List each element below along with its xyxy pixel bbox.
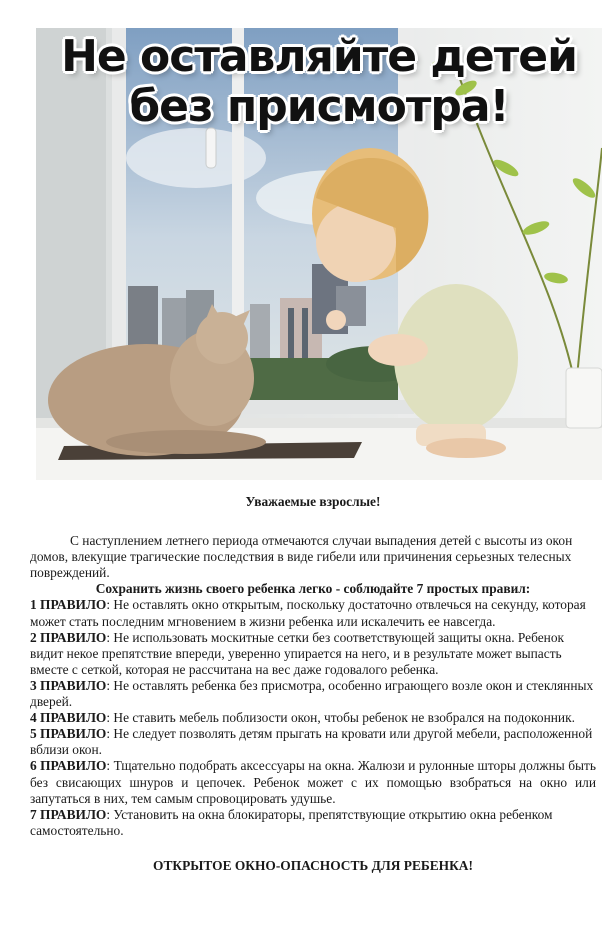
poster-headline (36, 32, 602, 132)
rule-7 (30, 807, 596, 839)
headline-line-1: Не оставляйте детей (61, 31, 577, 82)
rule-text: : Не использовать москитные сетки без соответствующей защиты окна. Ребенок видит некое препятствие впереди, уверенно упирается на него, и в результате может выпасть вместе с сеткой, которая не рассчитана на вес даже годовалого ребенка. (30, 629, 565, 677)
rule-3 (30, 678, 596, 710)
rule-text: : Не следует позволять детям прыгать на кровати или другой мебели, расположенной вблизи окон. (30, 726, 593, 758)
greeting: Уважаемые взрослые! (245, 494, 381, 509)
rule-4 (30, 710, 596, 726)
rule-6 (30, 758, 596, 806)
rule-1 (30, 597, 596, 629)
rule-label: 6 ПРАВИЛО (30, 758, 107, 774)
notice-text (30, 494, 596, 874)
rule-2 (30, 630, 596, 678)
rule-text: : Не оставлять ребенка без присмотра, особенно играющего возле окон и стеклянных дверей. (30, 677, 594, 710)
rule-label: 3 ПРАВИЛО (30, 677, 107, 693)
rule-text: : Тщательно подобрать аксессуары на окна. Жалюзи и рулонные шторы должны быть без свисающих шнуров и цепочек. Ребенок может с их помощью взобраться на окно или запутаться в них, тем самым спровоцировать удушье. (30, 758, 596, 806)
rule-text: : Не оставлять окно открытым, поскольку достаточно отвлечься на секунду, которая может стать последним мгновением в жизни ребенка или искалечить ее навсегда. (30, 597, 586, 629)
poster-photo (36, 28, 602, 480)
rule-5 (30, 726, 596, 758)
intro-paragraph: С наступлением летнего периода отмечаются случаи выпадения детей с высоты из окон домов, влекущие трагические последствия в виде гибели или причинения серьезных телесных повреждений. (30, 533, 573, 581)
rule-label: 7 ПРАВИЛО (30, 806, 107, 822)
rule-label: 1 ПРАВИЛО (30, 597, 107, 613)
rules-heading: Сохранить жизнь своего ребенка легко - соблюдайте 7 простых правил: (95, 581, 531, 597)
rule-label: 4 ПРАВИЛО (30, 710, 107, 726)
rule-text: : Установить на окна блокираторы, препятствующие открытию окна ребенком самостоятельно. (30, 806, 553, 838)
rule-label: 5 ПРАВИЛО (30, 726, 107, 742)
rule-label: 2 ПРАВИЛО (30, 629, 107, 645)
closing-warning: ОТКРЫТОЕ ОКНО-ОПАСНОСТЬ ДЛЯ РЕБЕНКА! (153, 857, 473, 873)
headline-line-2: без присмотра! (129, 81, 509, 132)
rule-text: : Не ставить мебель поблизости окон, чтобы ребенок не взобрался на подоконник. (106, 710, 575, 726)
